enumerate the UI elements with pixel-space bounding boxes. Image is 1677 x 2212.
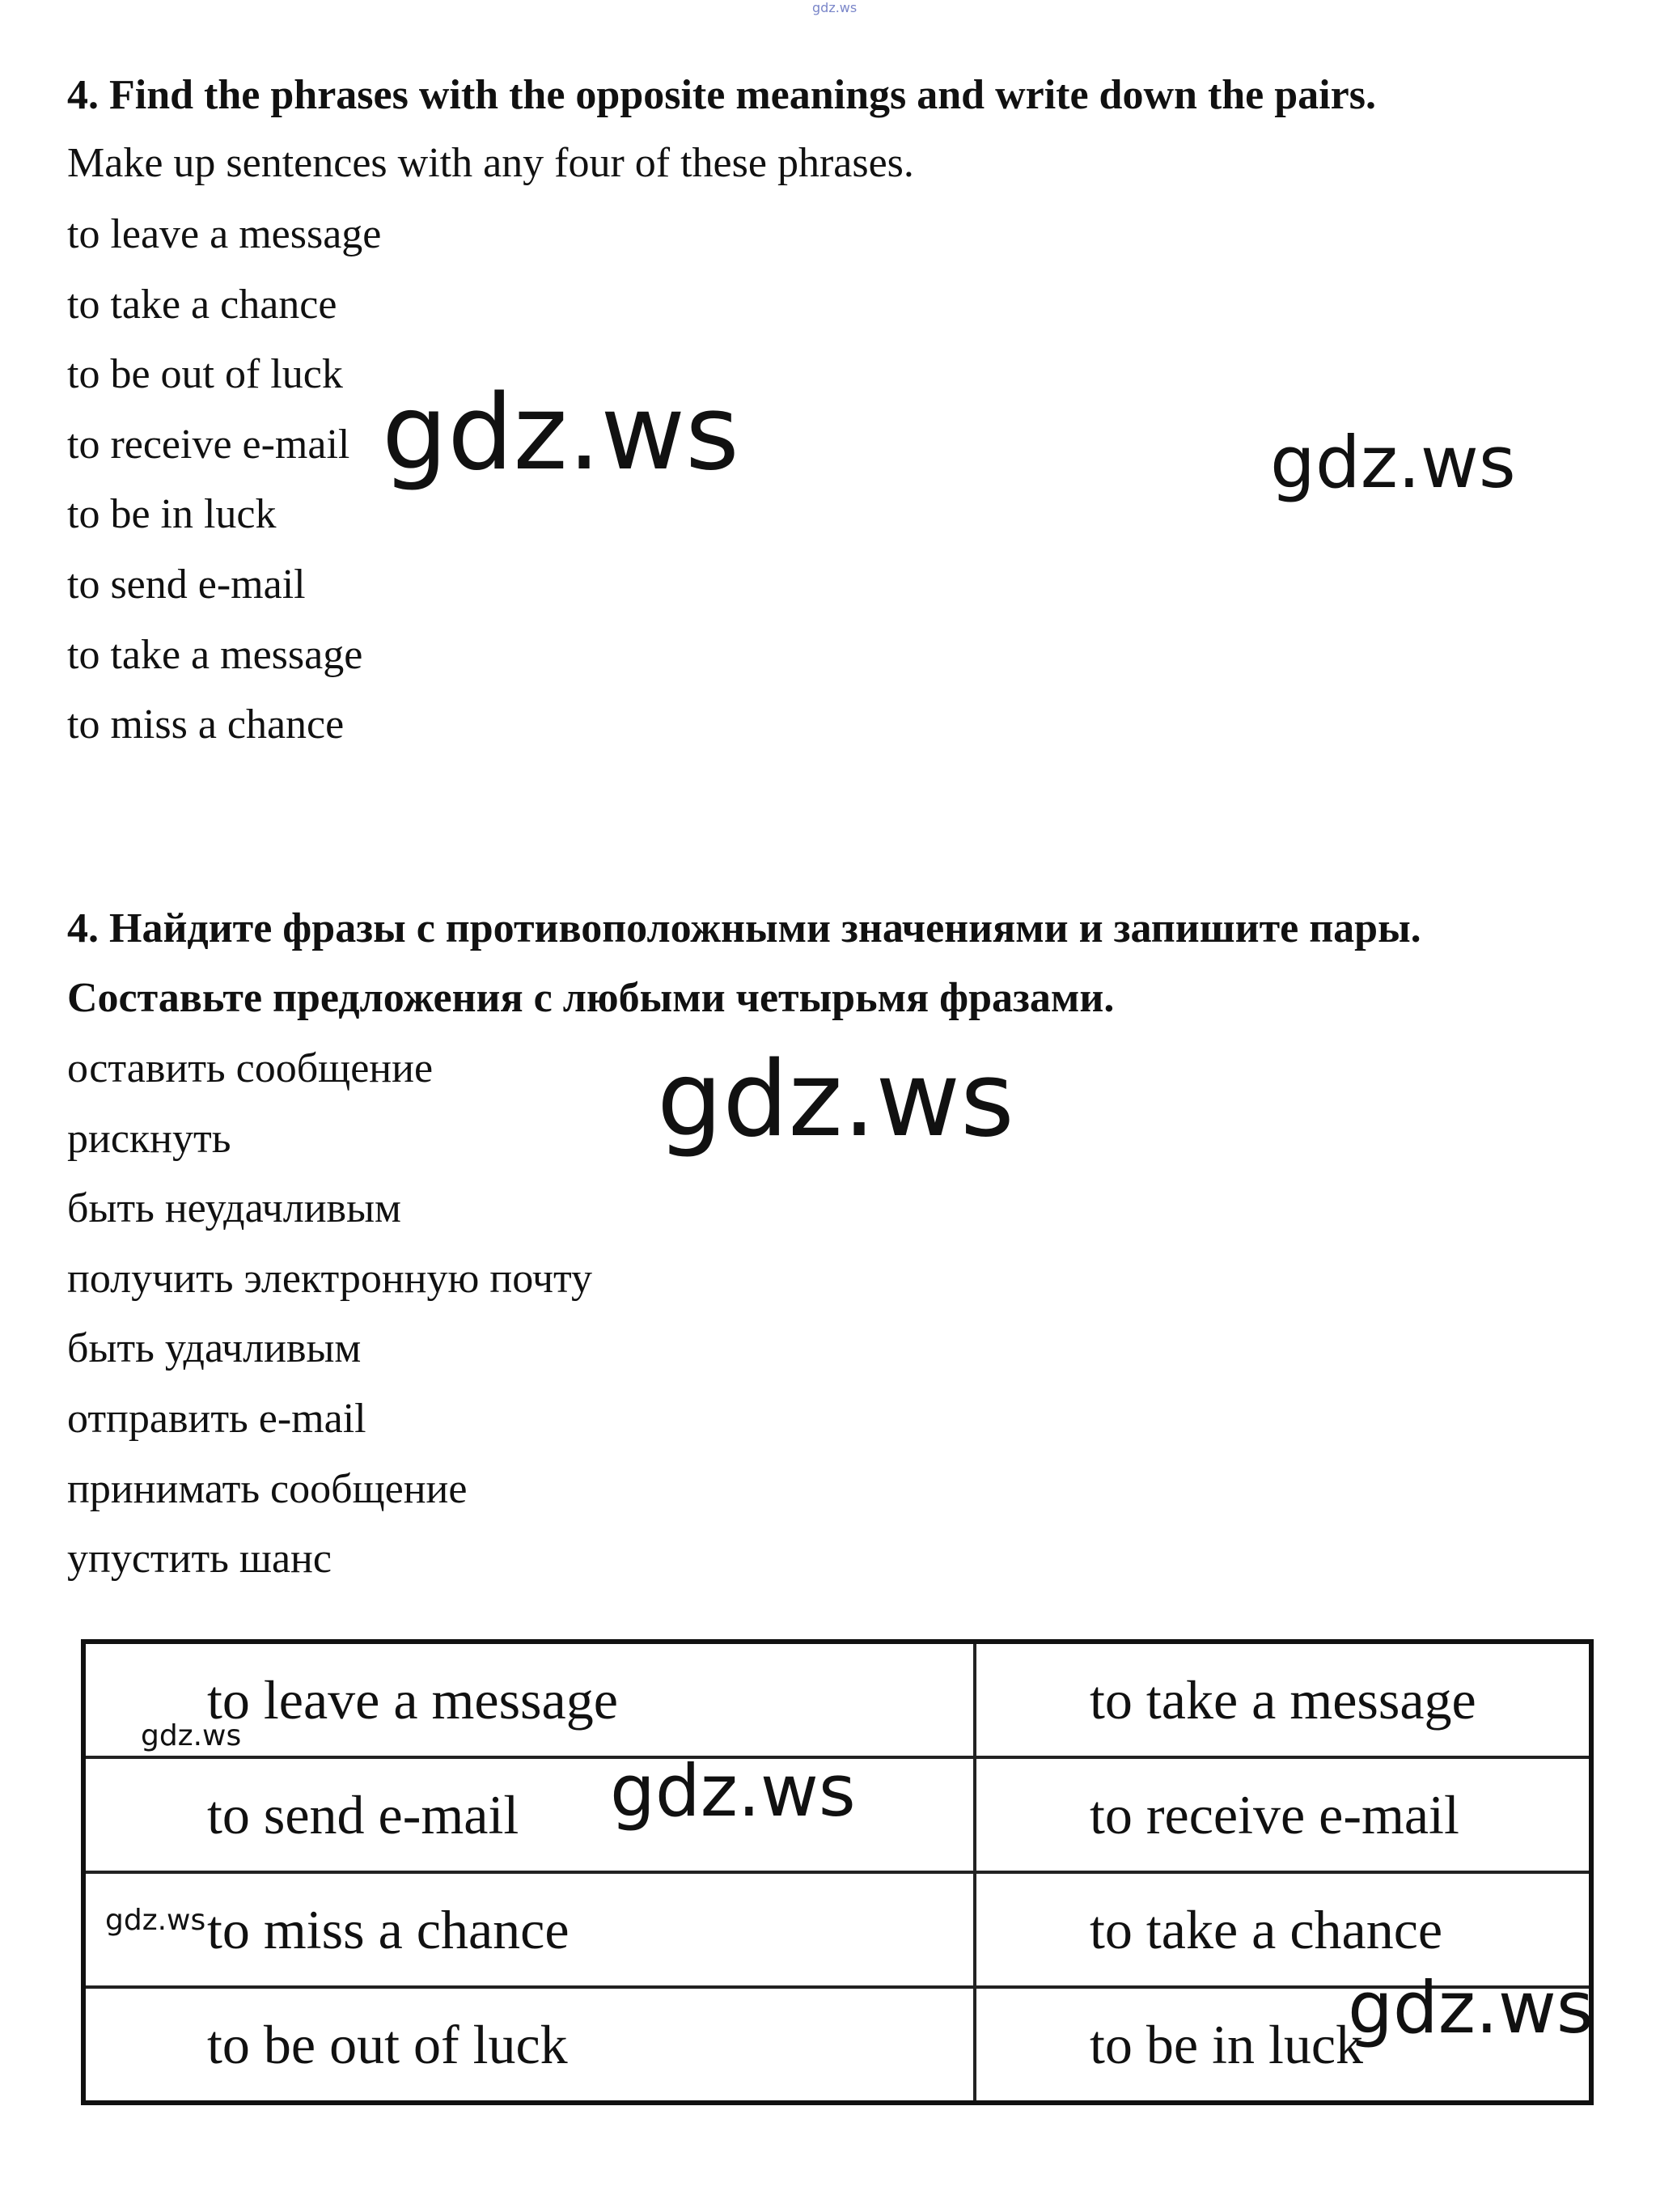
table-cell-left: to miss a chance	[83, 1872, 975, 1987]
table-cell-right: to be in luck	[975, 1987, 1591, 2103]
table-cell-left: to leave a message	[83, 1642, 975, 1757]
watermark: gdz.ws	[141, 1719, 242, 1752]
list-item: оставить сообщение	[67, 1045, 434, 1091]
list-item: упустить шанс	[67, 1536, 332, 1583]
table-cell-right: to take a message	[975, 1642, 1591, 1757]
watermark: gdz.ws	[1348, 1966, 1594, 2049]
list-item: получить электронную почту	[67, 1255, 593, 1302]
top-watermark: gdz.ws	[812, 0, 858, 15]
list-item: to miss a chance	[67, 701, 345, 748]
english-phrase-list	[67, 200, 381, 761]
watermark: gdz.ws	[610, 1749, 856, 1833]
watermark: gdz.ws	[657, 1040, 1014, 1160]
list-item: быть удачливым	[67, 1325, 362, 1372]
list-item: to receive e-mail	[67, 421, 350, 468]
table-row	[83, 1642, 1591, 1757]
list-item: to take a message	[67, 631, 363, 678]
list-item: рискнуть	[67, 1115, 231, 1162]
english-task-title: 4. Find the phrases with the opposite meanings and write down the pairs.	[67, 72, 1376, 118]
list-item: to leave a message	[67, 211, 382, 257]
russian-task-title: 4. Найдите фразы с противоположными значениями и запишите пары.	[67, 905, 1421, 951]
table-cell-right: to receive e-mail	[975, 1757, 1591, 1872]
list-item: отправить e-mail	[67, 1395, 366, 1442]
table-cell-left: to be out of luck	[83, 1987, 975, 2103]
list-item: принимать сообщение	[67, 1465, 468, 1512]
watermark: gdz.ws	[382, 373, 739, 494]
table-cell-left: to send e-mail	[83, 1757, 975, 1872]
russian-task-instruction: Составьте предложения с любыми четырьмя фразами.	[67, 975, 1115, 1021]
list-item: to be out of luck	[67, 351, 343, 398]
english-task-instruction: Make up sentences with any four of these phrases.	[67, 140, 914, 186]
watermark: gdz.ws	[1270, 421, 1516, 504]
list-item: to be in luck	[67, 491, 277, 538]
watermark: gdz.ws	[105, 1904, 206, 1937]
list-item: to send e-mail	[67, 561, 306, 608]
table-cell-right: to take a chance	[975, 1872, 1591, 1987]
russian-phrase-list	[67, 1034, 592, 1595]
list-item: to take a chance	[67, 281, 337, 328]
list-item: быть неудачливым	[67, 1185, 401, 1232]
